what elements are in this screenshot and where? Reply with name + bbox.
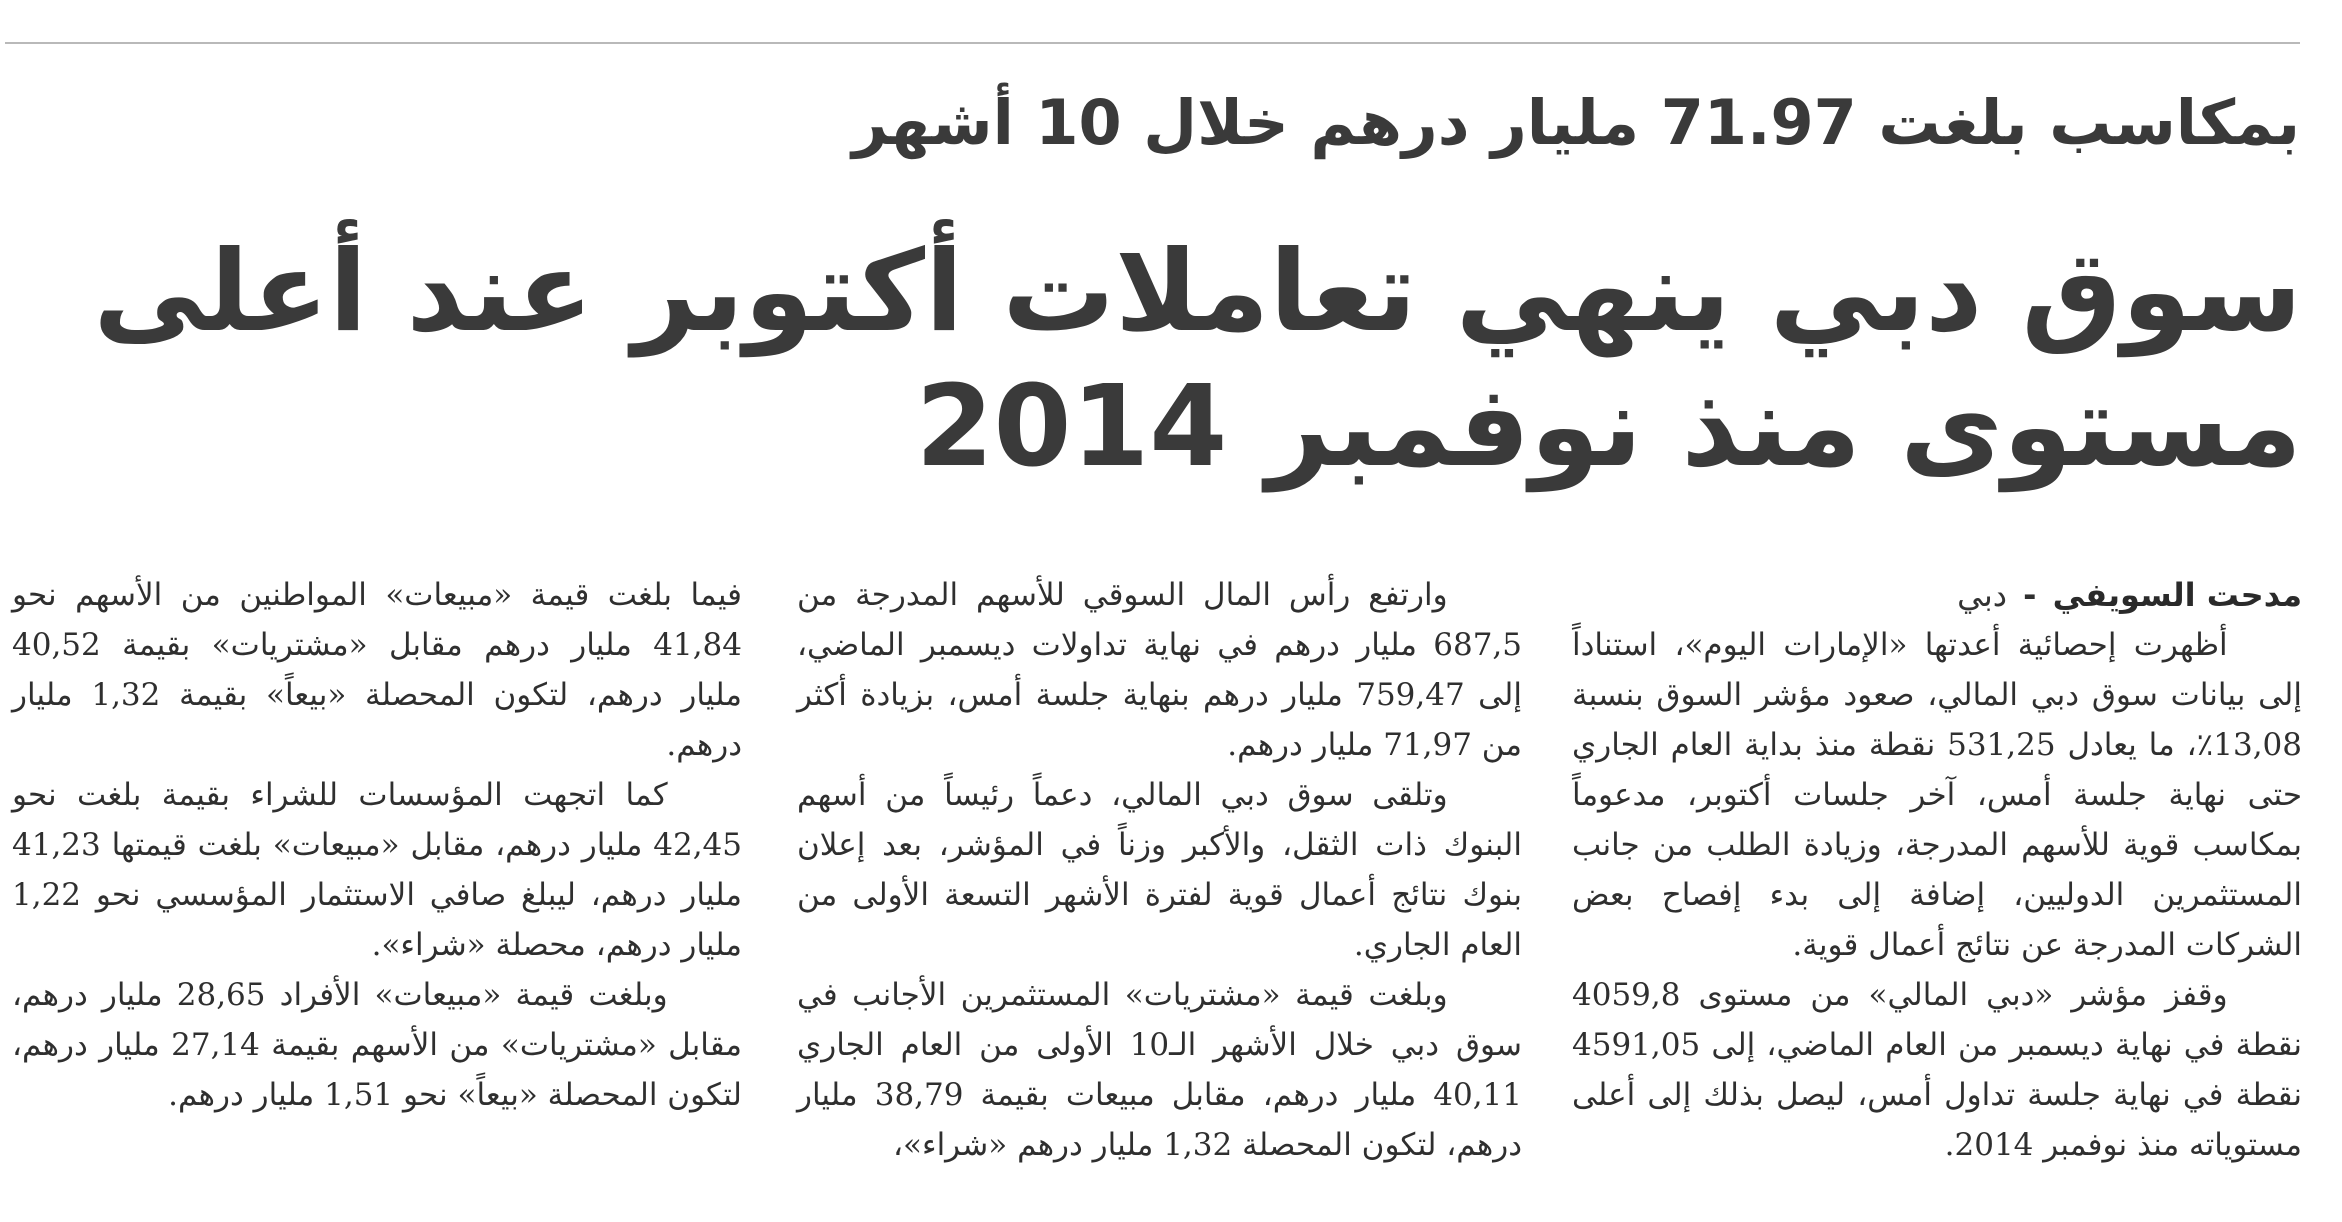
paragraph: فيما بلغت قيمة «مبيعات» المواطنين من الأسهم نحو 41,84 مليار درهم مقابل «مشتريات» بقيمة 40,52 مليار درهم، لتكون المحصلة «بيعاً» بقيمة 1,32 مليار درهم.	[12, 577, 743, 763]
top-divider	[5, 42, 2300, 44]
article-headline	[52, 225, 2302, 495]
paragraph: أظهرت إحصائية أعدتها «الإمارات اليوم»، استناداً إلى بيانات سوق دبي المالي، صعود مؤشر السوق بنسبة 13,08٪، ما يعادل 531,25 نقطة منذ بداية العام الجاري حتى نهاية جلسة أمس، آخر جلسات أكتوبر، مدعوماً بمكاسب قوية للأسهم المدرجة، وزيادة الطلب من جانب المستثمرين الدوليين، إضافة إلى بدء إفصاح بعض الشركات المدرجة عن نتائج أعمال قوية.	[1572, 627, 2302, 963]
article-column-1	[1572, 570, 2302, 1170]
headline-line-2: مستوى منذ نوفمبر 2014	[915, 362, 2302, 492]
byline-location: دبي	[1957, 576, 2007, 614]
paragraph: وبلغت قيمة «مشتريات» المستثمرين الأجانب في سوق دبي خلال الأشهر الـ10 الأولى من العام الجاري 40,11 مليار درهم، مقابل مبيعات بقيمة 38,79 مليار درهم، لتكون المحصلة 1,32 مليار درهم «شراء»،	[797, 977, 1522, 1163]
byline	[1572, 570, 2302, 620]
byline-author: مدحت السويفي	[2052, 576, 2302, 614]
paragraph: كما اتجهت المؤسسات للشراء بقيمة بلغت نحو 42,45 مليار درهم، مقابل «مبيعات» بلغت قيمتها 41,23 مليار درهم، ليبلغ صافي الاستثمار المؤسسي نحو 1,22 مليار درهم، محصلة «شراء».	[12, 777, 742, 963]
byline-separator: -	[2023, 576, 2037, 614]
article-subtitle: بمكاسب بلغت 71.97 مليار درهم خلال 10 أشهر	[852, 86, 2300, 159]
paragraph: وارتفع رأس المال السوقي للأسهم المدرجة من 687,5 مليار درهم في نهاية تداولات ديسمبر الماضي، إلى 759,47 مليار درهم بنهاية جلسة أمس، بزيادة أكثر من 71,97 مليار درهم.	[797, 577, 1522, 763]
article-column-2	[797, 570, 1522, 1170]
article-column-3	[12, 570, 742, 1120]
paragraph: وقفز مؤشر «دبي المالي» من مستوى 4059,8 نقطة في نهاية ديسمبر من العام الماضي، إلى 4591,05 نقطة في نهاية جلسة تداول أمس، ليصل بذلك إلى أعلى مستوياته منذ نوفمبر 2014.	[1572, 977, 2302, 1163]
headline-line-1: سوق دبي ينهي تعاملات أكتوبر عند أعلى	[93, 227, 2302, 357]
paragraph: وتلقى سوق دبي المالي، دعماً رئيساً من أسهم البنوك ذات الثقل، والأكبر وزناً في المؤشر، بعد إعلان بنوك نتائج أعمال قوية لفترة الأشهر التسعة الأولى من العام الجاري.	[797, 777, 1522, 963]
paragraph: وبلغت قيمة «مبيعات» الأفراد 28,65 مليار درهم، مقابل «مشتريات» من الأسهم بقيمة 27,14 مليار درهم، لتكون المحصلة «بيعاً» نحو 1,51 مليار درهم.	[12, 977, 742, 1113]
